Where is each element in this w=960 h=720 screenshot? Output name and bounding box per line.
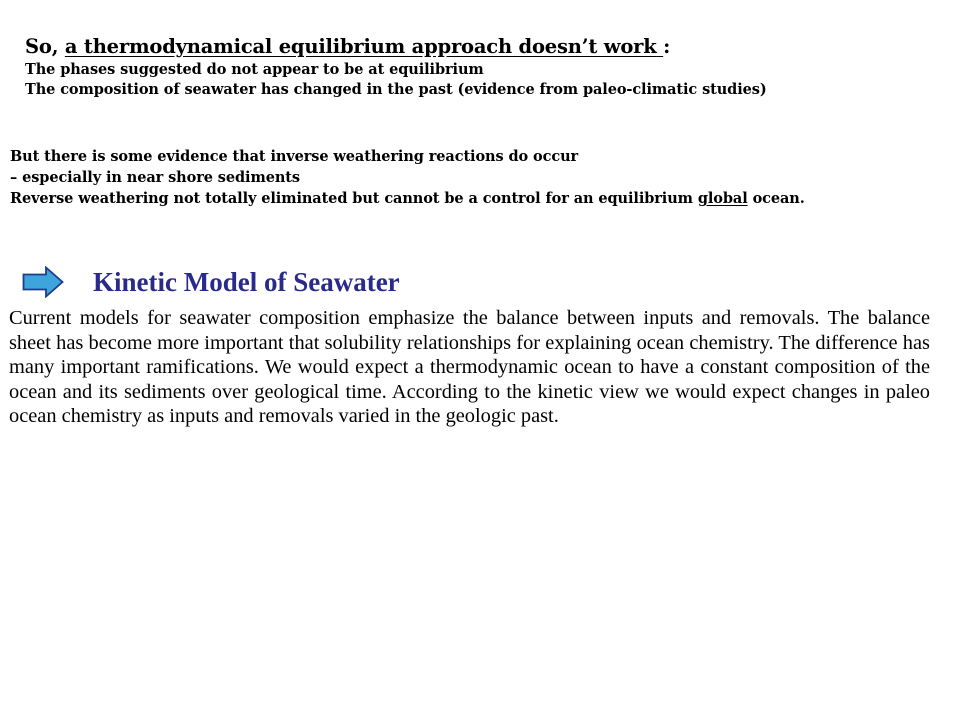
section-title: Kinetic Model of Seawater: [93, 267, 400, 297]
evidence-line-3-prefix: Reverse weathering not totally eliminated but cannot be a control for an equilibrium: [10, 190, 698, 207]
intro-heading-prefix: So,: [25, 35, 65, 58]
intro-line-phases: The phases suggested do not appear to be at equilibrium: [25, 61, 484, 78]
intro-heading: [25, 34, 767, 60]
evidence-line-2: – especially in near shore sediments: [10, 169, 300, 186]
evidence-block: [10, 146, 805, 209]
kinetic-paragraph: Current models for seawater composition emphasize the balance between inputs and removals. The balance sheet has become more important that solubility relationships for explaining ocean chemistry. The difference has many important ramifications. We would expect a thermodynamic ocean to have a constant composition of the ocean and its sediments over geological time. According to the kinetic view we would expect changes in paleo ocean chemistry as inputs and removals varied in the geologic past.: [9, 307, 930, 428]
right-arrow-shape: [24, 268, 63, 297]
evidence-line-3-suffix: ocean.: [747, 190, 805, 207]
right-arrow-icon: [22, 266, 64, 298]
evidence-line-3: [10, 188, 805, 209]
intro-heading-suffix: :: [663, 35, 671, 58]
intro-line-composition: The composition of seawater has changed in the past (evidence from paleo-climatic studies): [25, 81, 767, 98]
intro-block: [25, 34, 767, 100]
intro-heading-underlined: a thermodynamical equilibrium approach doesn’t work: [64, 35, 664, 58]
evidence-global-word: global: [697, 190, 748, 207]
evidence-line-1: But there is some evidence that inverse weathering reactions do occur: [10, 148, 579, 165]
